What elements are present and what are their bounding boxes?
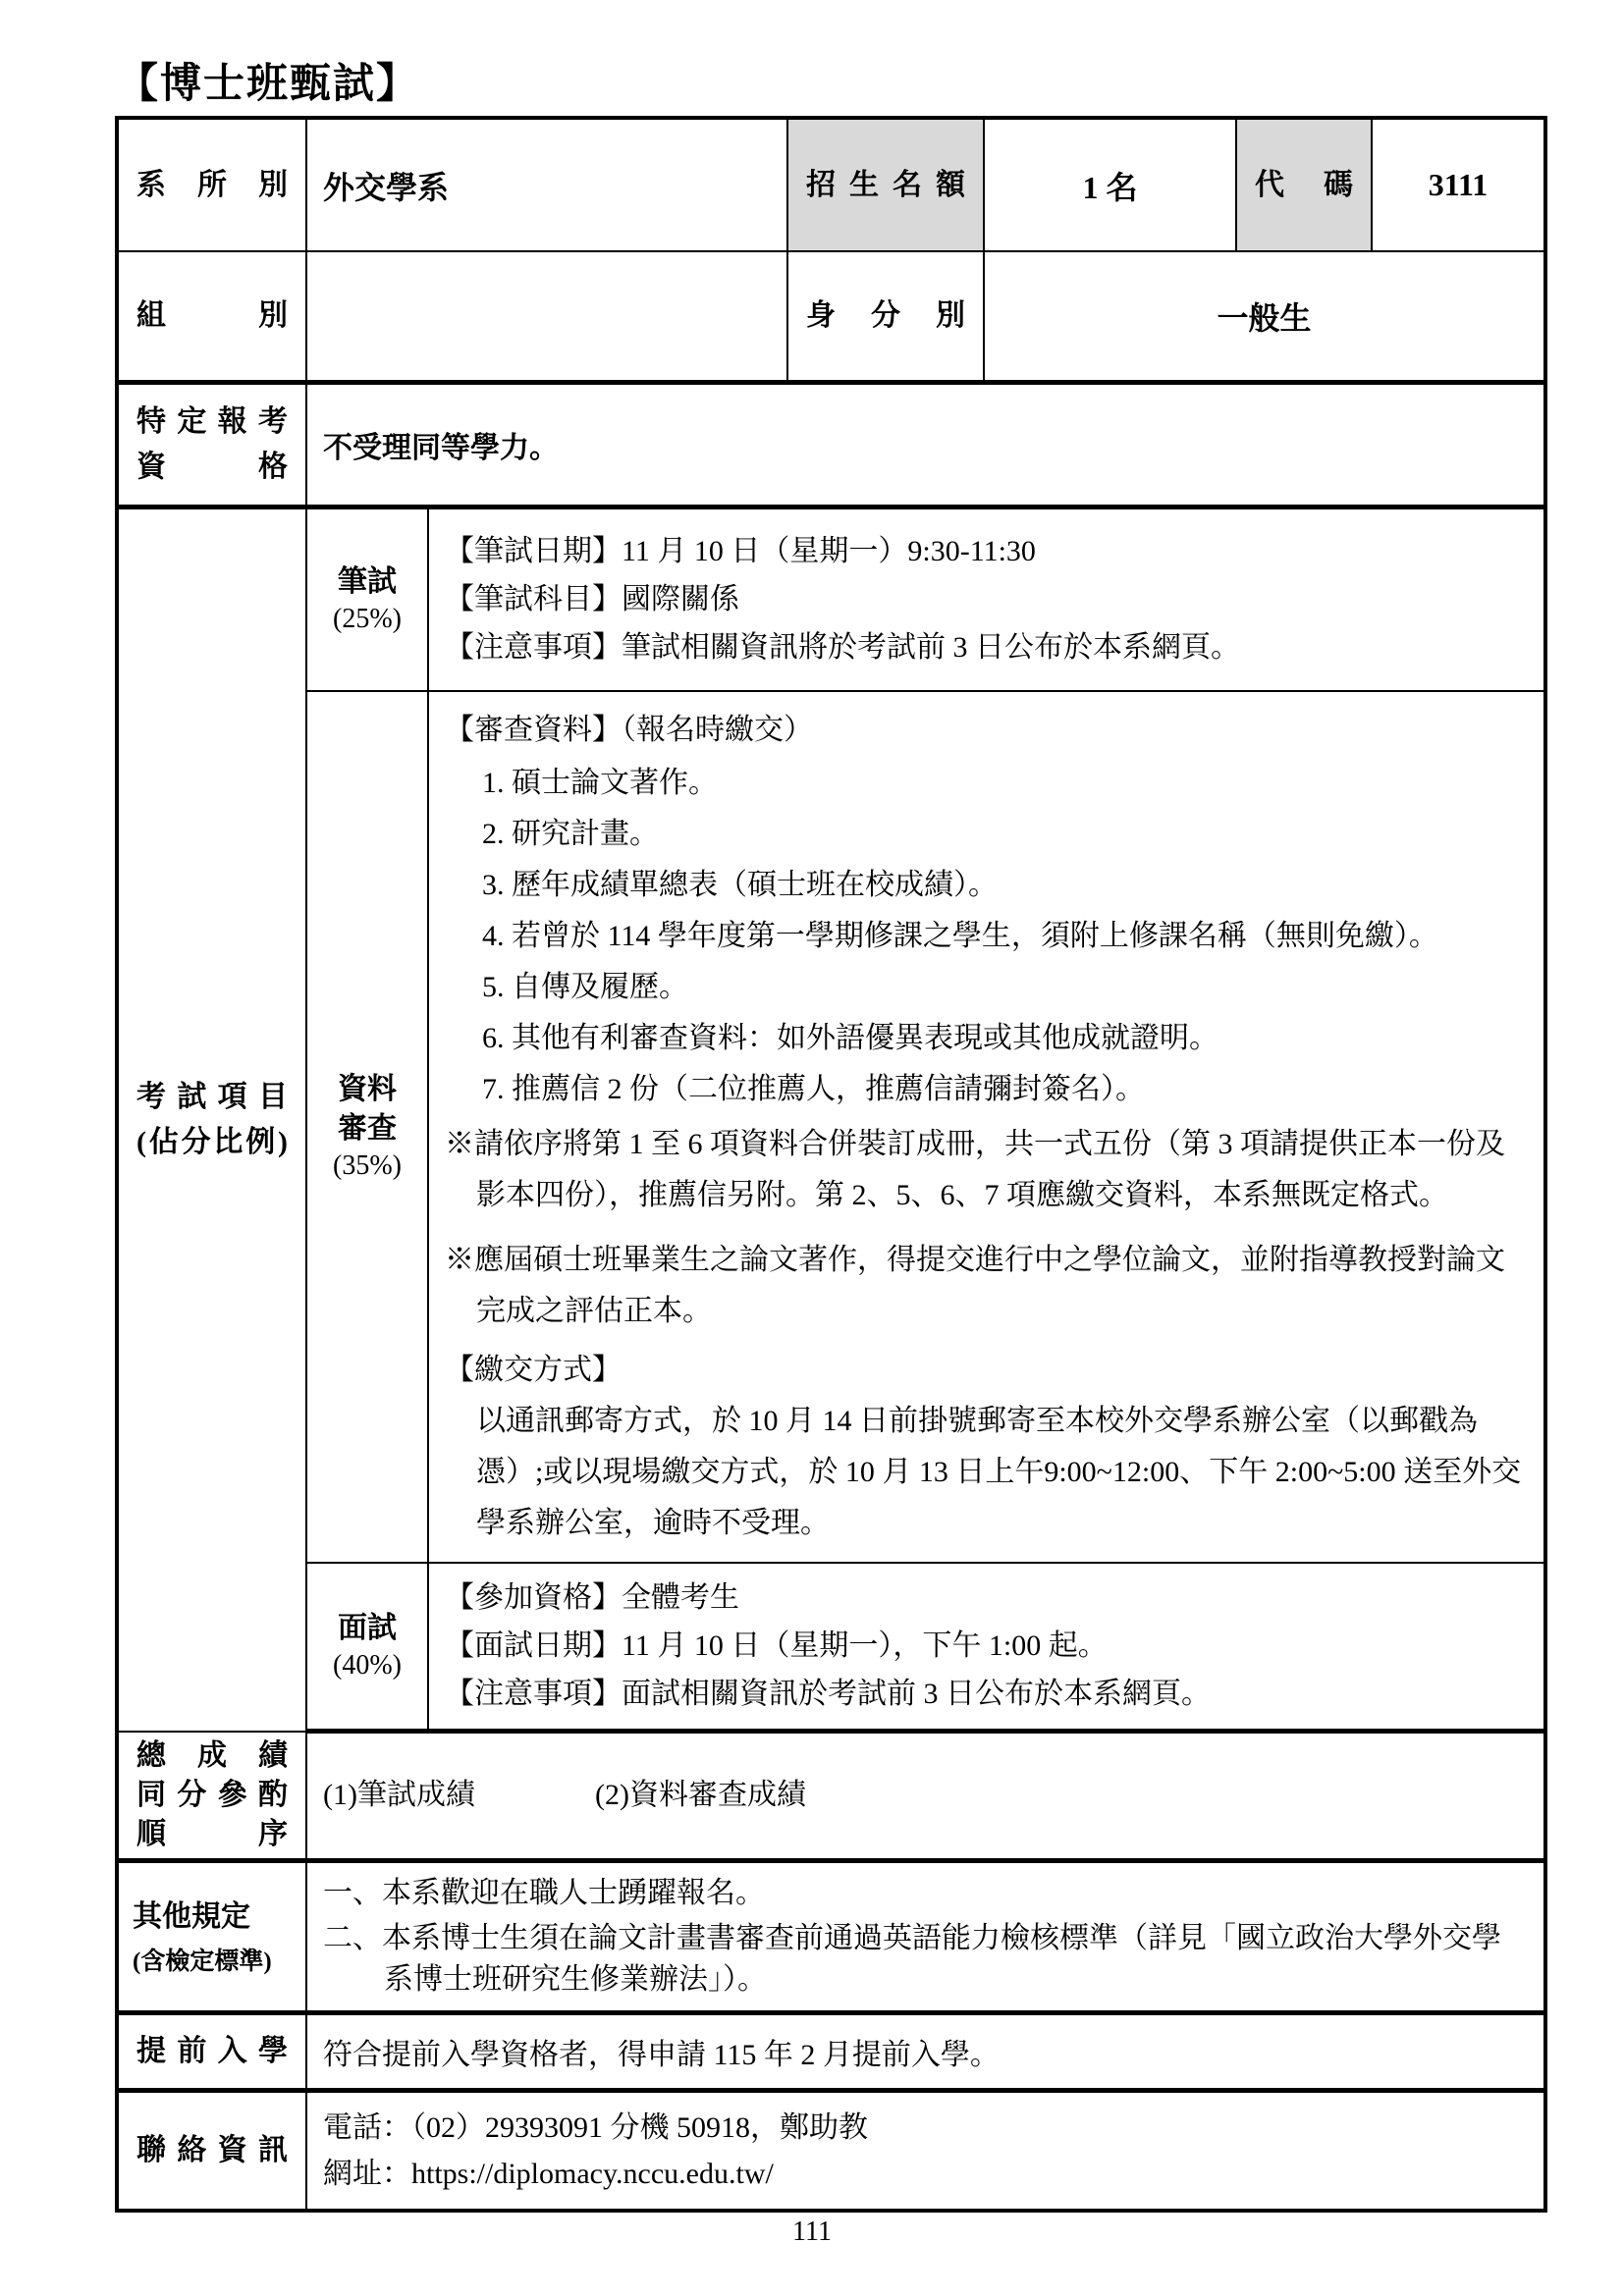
early-admission-content: 符合提前入學資格者，得申請 115 年 2 月提前入學。	[323, 2038, 1000, 2071]
review-note: ※請依序將第 1 至 6 項資料合併裝訂成冊，共一式五份（第 3 項請提供正本一份及影本四份），推薦信另附。第 2、5、6、7 項應繳交資料，本系無既定格式。	[445, 1128, 1505, 1211]
code-value: 3111	[1428, 167, 1489, 202]
quota-label: 招生名額	[806, 168, 966, 201]
department-value-cell	[306, 118, 787, 251]
department-row	[117, 118, 1545, 251]
group-label-cell	[117, 251, 306, 383]
contact-phone: 電話：（02）29393091 分機 50918，鄭助教	[323, 2110, 868, 2144]
review-item: 6. 其他有利審查資料：如外語優異表現或其他成就證明。	[482, 1022, 1218, 1054]
submission-method-body: 以通訊郵寄方式，於 10 月 14 日前掛號郵寄至本校外交學系辦公室（以郵戳為憑）;或以現場繳交方式，於 10 月 13 日上午9:00~12:00、下午 2:00~5:00 送至外交學系辦公室，逾時不受理。	[476, 1405, 1522, 1539]
interview-row	[117, 1563, 1545, 1732]
tiebreak-row	[117, 1732, 1545, 1861]
review-item: 1. 碩士論文著作。	[482, 767, 718, 799]
interview-name: 面試	[338, 1612, 397, 1644]
interview-weight: (40%)	[333, 1650, 402, 1681]
other-rules-content-cell	[306, 1860, 1545, 2012]
special-qualification-content: 不受理同等學力。	[323, 432, 559, 464]
document-review-name-line1: 資料	[338, 1073, 397, 1105]
document-review-name-line2: 審查	[338, 1112, 397, 1145]
quota-value: 1 名	[1082, 169, 1138, 205]
written-exam-date: 【筆試日期】11 月 10 日（星期一）9:30-11:30	[445, 535, 1036, 567]
tiebreak-item-1: (1)筆試成績	[323, 1779, 475, 1812]
interview-content-cell	[428, 1563, 1545, 1732]
document-review-row	[117, 691, 1545, 1563]
review-item: 7. 推薦信 2 份（二位推薦人，推薦信請彌封簽名）。	[482, 1073, 1145, 1105]
written-exam-name: 筆試	[338, 565, 397, 598]
tiebreak-label-cell	[117, 1732, 306, 1861]
written-exam-label-cell	[306, 507, 428, 692]
quota-label-cell	[787, 118, 984, 251]
document-review-content-cell	[428, 691, 1545, 1563]
special-qualification-label-line2: 資格	[136, 451, 288, 483]
group-row	[117, 251, 1545, 383]
tiebreak-item-2: (2)資料審查成績	[594, 1779, 806, 1812]
tiebreak-label-line3: 順序	[136, 1817, 288, 1850]
admission-table	[115, 116, 1547, 2213]
tiebreak-label-line1: 總成績	[136, 1738, 288, 1772]
document-review-label-cell	[306, 691, 428, 1563]
department-value: 外交學系	[323, 169, 450, 205]
identity-value-cell	[984, 251, 1545, 383]
other-rules-label-cell	[117, 1860, 306, 2012]
other-rules-item: 一、本系歡迎在職人士踴躍報名。	[323, 1876, 765, 1909]
special-qualification-label-cell	[117, 383, 306, 507]
special-qualification-label-line1: 特定報考	[136, 405, 288, 438]
interview-date: 【面試日期】11 月 10 日（星期一），下午 1:00 起。	[445, 1629, 1108, 1662]
early-admission-label: 提前入學	[136, 2034, 288, 2067]
contact-label-cell	[117, 2090, 306, 2211]
interview-label-cell	[306, 1563, 428, 1732]
review-materials-header: 【審查資料】（報名時繳交）	[445, 714, 813, 746]
other-rules-sublabel: (含檢定標準)	[133, 1948, 272, 1975]
exam-items-label-line2: (佔分比例)	[136, 1125, 288, 1158]
contact-row	[117, 2090, 1545, 2211]
identity-value: 一般生	[1217, 300, 1312, 336]
identity-label: 身分別	[806, 299, 966, 332]
department-label: 系所別	[136, 168, 288, 201]
early-admission-content-cell	[306, 2012, 1545, 2090]
document-review-weight: (35%)	[333, 1150, 402, 1181]
special-qualification-row	[117, 383, 1545, 507]
interview-eligibility: 【參加資格】全體考生	[445, 1581, 739, 1614]
page-title: 【博士班甄試】	[117, 62, 420, 107]
contact-label: 聯絡資訊	[136, 2133, 288, 2166]
exam-items-label-cell	[117, 507, 306, 1732]
page-number: 111	[792, 2216, 832, 2247]
exam-items-label-line1: 考試項目	[136, 1080, 288, 1113]
written-exam-row	[117, 507, 1545, 692]
tiebreak-label-line2: 同分參酌	[136, 1778, 288, 1811]
early-admission-row	[117, 2012, 1545, 2090]
group-label: 組別	[136, 299, 288, 332]
review-item: 5. 自傳及履歷。	[482, 971, 688, 1003]
code-label: 代碼	[1255, 168, 1354, 201]
review-note: ※應屆碩士班畢業生之論文著作，得提交進行中之學位論文，並附指導教授對論文完成之評估正本。	[445, 1244, 1505, 1327]
written-exam-weight: (25%)	[333, 604, 402, 634]
written-exam-notice: 【注意事項】筆試相關資訊將於考試前 3 日公布於本系網頁。	[445, 631, 1240, 664]
submission-method-header: 【繳交方式】	[445, 1354, 622, 1386]
contact-content-cell	[306, 2090, 1545, 2211]
review-item: 2. 研究計畫。	[482, 818, 659, 850]
interview-notice: 【注意事項】面試相關資訊於考試前 3 日公布於本系網頁。	[445, 1678, 1211, 1710]
contact-website: 網址：https://diplomacy.nccu.edu.tw/	[323, 2157, 774, 2190]
written-exam-subject: 【筆試科目】國際關係	[445, 583, 739, 615]
other-rules-row	[117, 1860, 1545, 2012]
review-item: 4. 若曾於 114 學年度第一學期修課之學生，須附上修課名稱（無則免繳）。	[482, 920, 1438, 952]
group-value-cell	[306, 251, 787, 383]
tiebreak-content-cell	[306, 1732, 1545, 1861]
other-rules-item: 二、本系博士生須在論文計畫書審查前通過英語能力檢核標準（詳見「國立政治大學外交學系博士班研究生修業辦法」）。	[323, 1921, 1501, 1996]
special-qualification-content-cell	[306, 383, 1545, 507]
early-admission-label-cell	[117, 2012, 306, 2090]
department-label-cell	[117, 118, 306, 251]
review-item: 3. 歷年成績單總表（碩士班在校成績）。	[482, 869, 998, 901]
other-rules-label: 其他規定	[133, 1899, 250, 1933]
identity-label-cell	[787, 251, 984, 383]
code-label-cell	[1236, 118, 1372, 251]
quota-value-cell	[984, 118, 1236, 251]
written-exam-content-cell	[428, 507, 1545, 692]
code-value-cell	[1372, 118, 1545, 251]
